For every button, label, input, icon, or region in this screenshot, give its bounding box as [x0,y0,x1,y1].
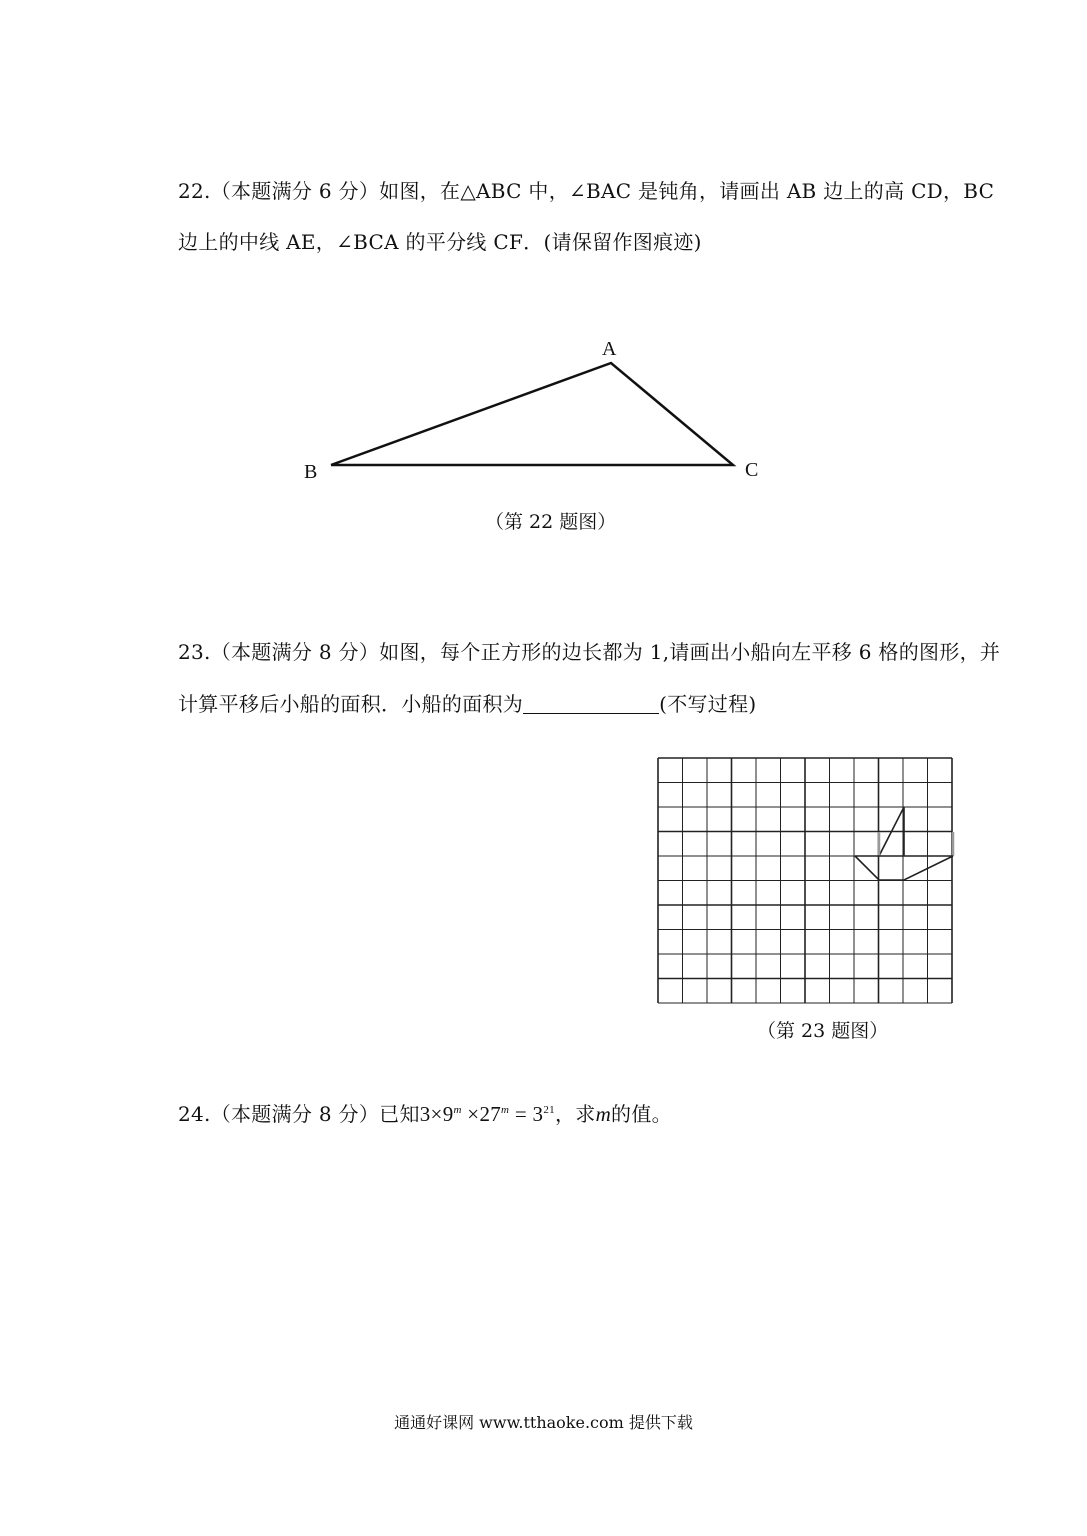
triangle-abc [331,363,733,465]
var-m: m [595,1102,612,1126]
answer-blank[interactable] [523,693,659,714]
q23-line-2 [178,688,757,717]
vertex-label-b: B [304,461,318,483]
vertex-label-a: A [602,338,617,360]
square-grid [658,758,952,1003]
q24-line [178,1098,672,1127]
exp-21: 21 [543,1104,555,1116]
q22-line-1: 22.（本题满分 6 分）如图，在△ABC 中，∠BAC 是钝角，请画出 AB 边上的高 CD，BC [178,179,995,203]
boat-figure [855,807,953,880]
q22-caption: （第 22 题图） [485,511,617,533]
exp-m-2: m [501,1104,510,1116]
q23-caption: （第 23 题图） [757,1020,889,1042]
q23-line-2-text: 计算平移后小船的面积．小船的面积为 [178,692,524,716]
vertex-label-c: C [745,459,759,481]
q24-mid: ，求 [554,1102,596,1126]
q23-line-1: 23.（本题满分 8 分）如图，每个正方形的边长都为 1,请画出小船向左平移 6 格的图形，并 [178,640,1001,664]
q24-equation: $3\times 9^m \times 27^m = 3^{21}$ [419,1102,555,1126]
exp-m-1: m [453,1104,462,1116]
q23-line-2-suffix: (不写过程) [659,692,757,716]
q24-suffix: 的值。 [611,1102,672,1126]
q24-prefix: 24.（本题满分 8 分）已知 [178,1102,420,1126]
q22-line-2: 边上的中线 AE，∠BCA 的平分线 CF．(请保留作图痕迹) [178,230,702,254]
footer-text: 通通好课网 www.tthaoke.com 提供下载 [394,1413,693,1432]
